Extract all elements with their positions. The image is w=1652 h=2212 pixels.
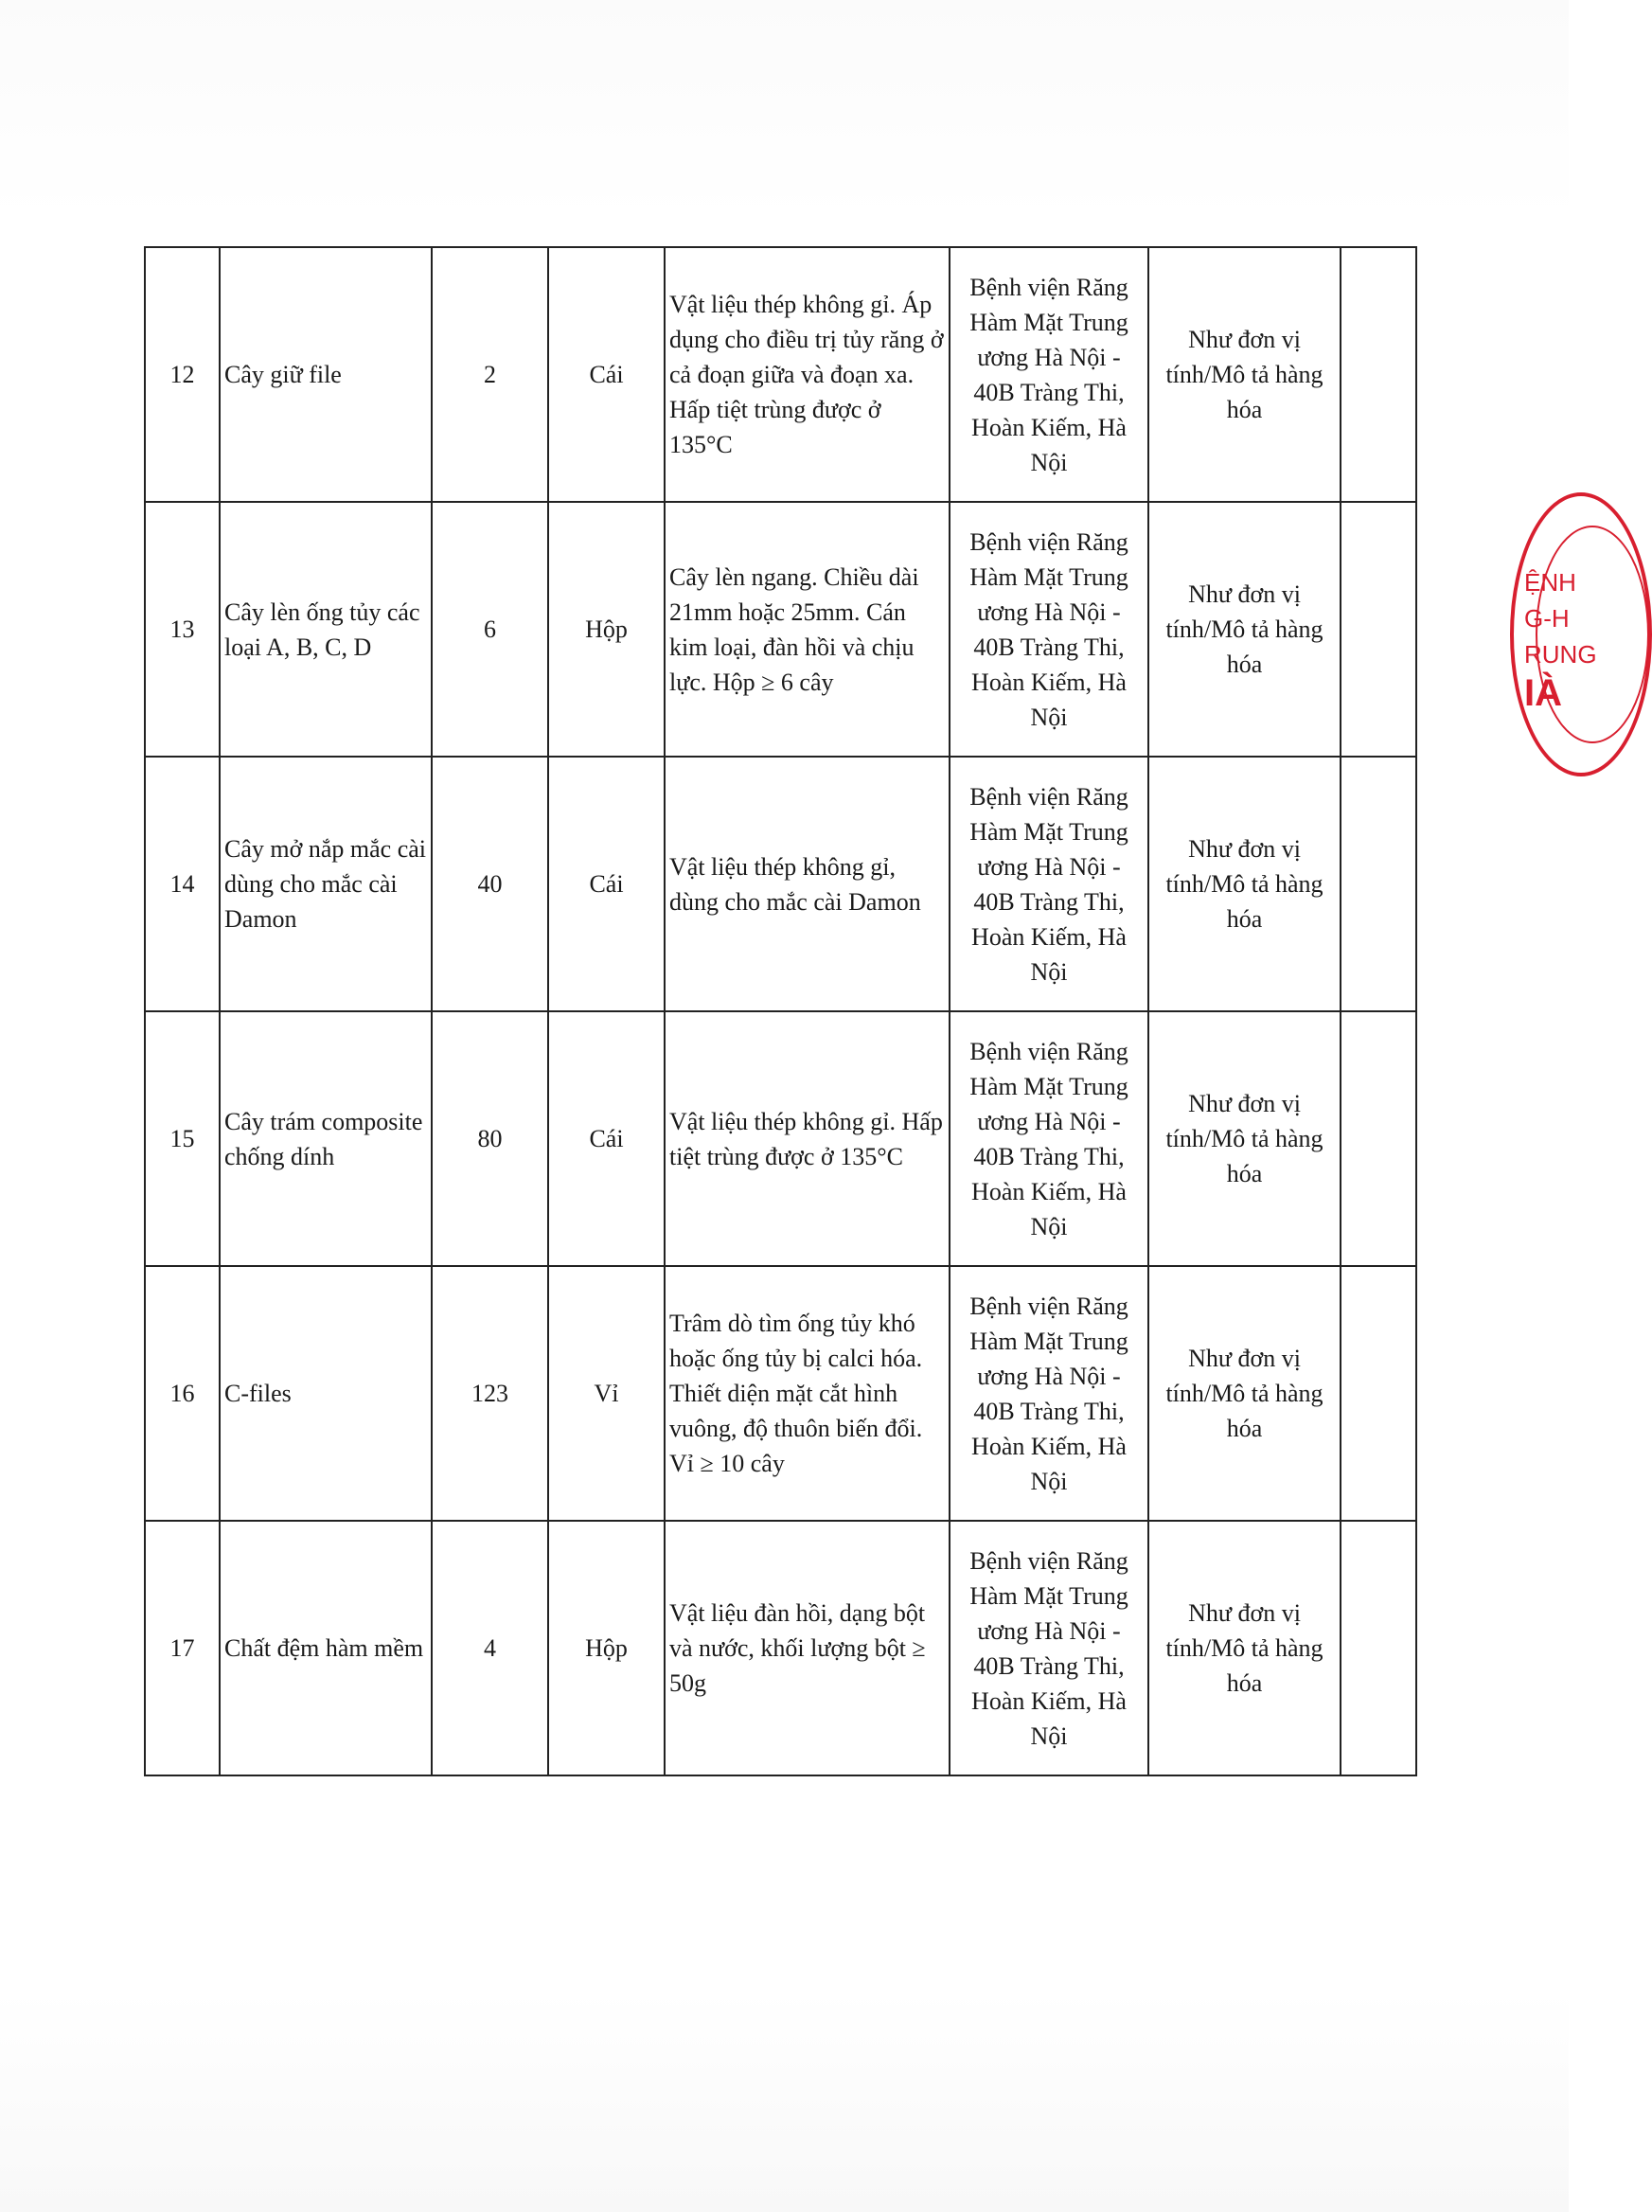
cell-item-name: Cây lèn ống tủy các loại A, B, C, D xyxy=(220,502,432,757)
cell-stt: 14 xyxy=(145,757,220,1011)
cell-quantity: 4 xyxy=(432,1521,548,1775)
cell-unit: Cái xyxy=(548,757,665,1011)
cell-stt: 12 xyxy=(145,247,220,502)
cell-stt: 15 xyxy=(145,1011,220,1266)
table-row xyxy=(145,247,1416,502)
cell-note: Như đơn vị tính/Mô tả hàng hóa xyxy=(1148,247,1341,502)
table-row xyxy=(145,1011,1416,1266)
seal-line: RUNG xyxy=(1524,640,1597,669)
cell-delivery-place: Bệnh viện Răng Hàm Mặt Trung ương Hà Nội - 40B Tràng Thi, Hoàn Kiếm, Hà Nội xyxy=(950,1521,1148,1775)
cell-item-name: Chất đệm hàm mềm xyxy=(220,1521,432,1775)
cell-quantity: 6 xyxy=(432,502,548,757)
table-row xyxy=(145,502,1416,757)
cell-stt: 17 xyxy=(145,1521,220,1775)
table-row xyxy=(145,1266,1416,1521)
cell-item-name: Cây giữ file xyxy=(220,247,432,502)
cell-unit: Vỉ xyxy=(548,1266,665,1521)
cell-delivery-place: Bệnh viện Răng Hàm Mặt Trung ương Hà Nội - 40B Tràng Thi, Hoàn Kiếm, Hà Nội xyxy=(950,757,1148,1011)
cell-unit: Cái xyxy=(548,1011,665,1266)
seal-line: IÀ xyxy=(1524,672,1562,714)
items-table xyxy=(144,246,1417,1776)
cell-stt: 13 xyxy=(145,502,220,757)
cell-note: Như đơn vị tính/Mô tả hàng hóa xyxy=(1148,502,1341,757)
cell-unit: Cái xyxy=(548,247,665,502)
cell-delivery-place: Bệnh viện Răng Hàm Mặt Trung ương Hà Nội - 40B Tràng Thi, Hoàn Kiếm, Hà Nội xyxy=(950,1266,1148,1521)
cell-item-name: C-files xyxy=(220,1266,432,1521)
cell-item-name: Cây trám composite chống dính xyxy=(220,1011,432,1266)
cell-description: Trâm dò tìm ống tủy khó hoặc ống tủy bị calci hóa. Thiết diện mặt cắt hình vuông, độ thuôn biến đổi. Vỉ ≥ 10 cây xyxy=(665,1266,950,1521)
red-seal-text xyxy=(1524,564,1597,714)
table-row xyxy=(145,1521,1416,1775)
cell-stt: 16 xyxy=(145,1266,220,1521)
cell-empty xyxy=(1341,1521,1416,1775)
cell-empty xyxy=(1341,1011,1416,1266)
cell-unit: Hộp xyxy=(548,1521,665,1775)
cell-note: Như đơn vị tính/Mô tả hàng hóa xyxy=(1148,1266,1341,1521)
seal-line: ỆNH xyxy=(1524,568,1576,597)
cell-note: Như đơn vị tính/Mô tả hàng hóa xyxy=(1148,1011,1341,1266)
cell-quantity: 2 xyxy=(432,247,548,502)
cell-empty xyxy=(1341,502,1416,757)
table-row xyxy=(145,757,1416,1011)
cell-delivery-place: Bệnh viện Răng Hàm Mặt Trung ương Hà Nội - 40B Tràng Thi, Hoàn Kiếm, Hà Nội xyxy=(950,247,1148,502)
cell-quantity: 80 xyxy=(432,1011,548,1266)
cell-empty xyxy=(1341,757,1416,1011)
cell-delivery-place: Bệnh viện Răng Hàm Mặt Trung ương Hà Nội - 40B Tràng Thi, Hoàn Kiếm, Hà Nội xyxy=(950,1011,1148,1266)
cell-note: Như đơn vị tính/Mô tả hàng hóa xyxy=(1148,757,1341,1011)
cell-note: Như đơn vị tính/Mô tả hàng hóa xyxy=(1148,1521,1341,1775)
cell-description: Vật liệu đàn hồi, dạng bột và nước, khối lượng bột ≥ 50g xyxy=(665,1521,950,1775)
cell-quantity: 40 xyxy=(432,757,548,1011)
cell-description: Vật liệu thép không gỉ, dùng cho mắc cài Damon xyxy=(665,757,950,1011)
cell-delivery-place: Bệnh viện Răng Hàm Mặt Trung ương Hà Nội - 40B Tràng Thi, Hoàn Kiếm, Hà Nội xyxy=(950,502,1148,757)
cell-item-name: Cây mở nắp mắc cài dùng cho mắc cài Damon xyxy=(220,757,432,1011)
seal-line: G-H xyxy=(1524,604,1570,633)
cell-quantity: 123 xyxy=(432,1266,548,1521)
cell-description: Vật liệu thép không gỉ. Hấp tiệt trùng được ở 135°C xyxy=(665,1011,950,1266)
cell-description: Vật liệu thép không gỉ. Áp dụng cho điều trị tủy răng ở cả đoạn giữa và đoạn xa. Hấp tiệt trùng được ở 135°C xyxy=(665,247,950,502)
cell-unit: Hộp xyxy=(548,502,665,757)
cell-empty xyxy=(1341,1266,1416,1521)
cell-description: Cây lèn ngang. Chiều dài 21mm hoặc 25mm. Cán kim loại, đàn hồi và chịu lực. Hộp ≥ 6 cây xyxy=(665,502,950,757)
cell-empty xyxy=(1341,247,1416,502)
